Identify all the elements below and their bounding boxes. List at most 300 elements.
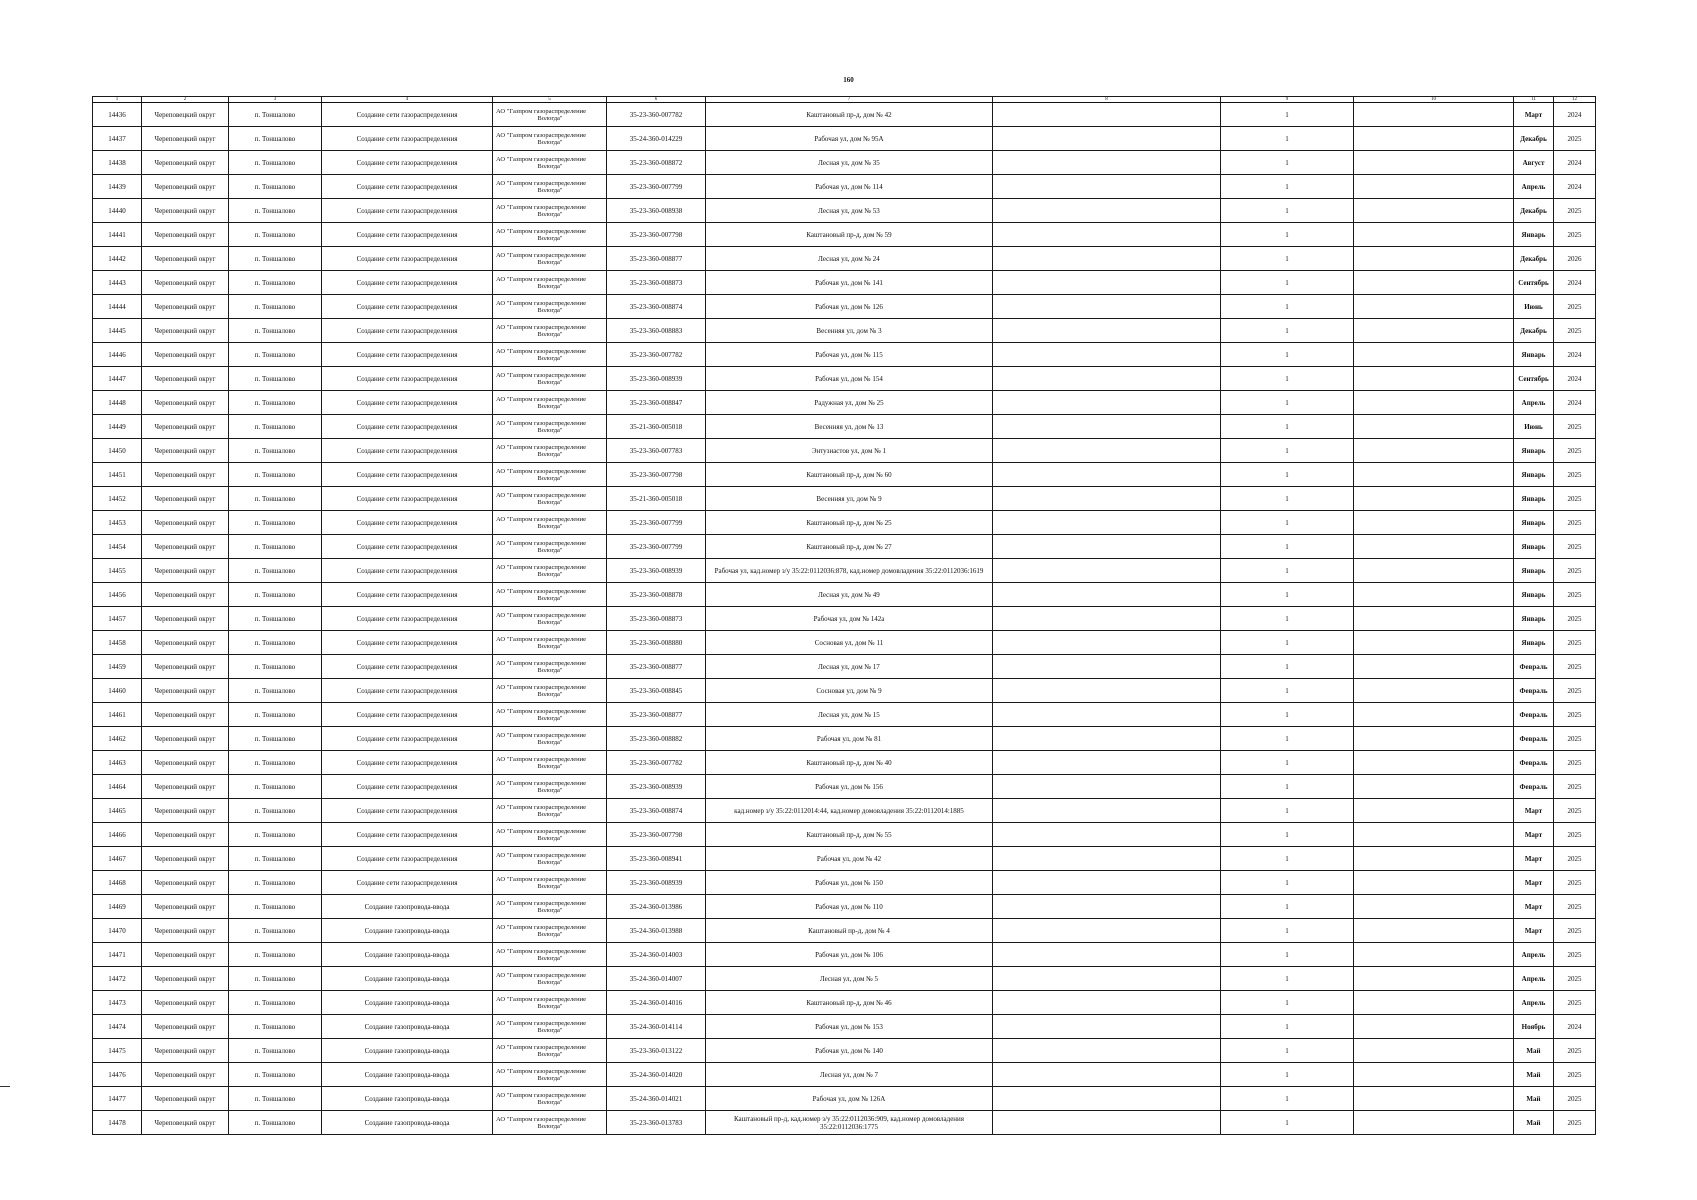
month-cell: Март: [1514, 895, 1554, 919]
table-row: [93, 775, 1596, 799]
column-number-6: 6: [607, 97, 706, 103]
empty-column-10-cell: [1354, 1063, 1514, 1087]
empty-column-10-cell: [1354, 727, 1514, 751]
work-type-cell: Создание газопровода-ввода: [322, 1111, 493, 1135]
column-number-4: 4: [322, 97, 493, 103]
table-row: [93, 1087, 1596, 1111]
organization-line-1: АО "Газпром газораспределение: [496, 851, 587, 859]
year-cell: 2025: [1554, 487, 1596, 511]
organization-line-1: АО "Газпром газораспределение: [496, 683, 587, 691]
quantity-cell: 1: [1221, 463, 1354, 487]
row-id-cell: 14462: [93, 727, 142, 751]
quantity-cell: 1: [1221, 295, 1354, 319]
quantity-cell: 1: [1221, 1015, 1354, 1039]
organization-cell: [493, 871, 607, 895]
document-table-wrapper: [92, 96, 1595, 1135]
okrug-cell: Череповецкий округ: [142, 1087, 229, 1111]
quantity-cell: 1: [1221, 943, 1354, 967]
quantity-cell: 1: [1221, 679, 1354, 703]
work-type-cell: Создание сети газораспределения: [322, 799, 493, 823]
okrug-cell: Череповецкий округ: [142, 535, 229, 559]
cadastre-number-cell: 35-24-360-014114: [607, 1015, 706, 1039]
organization-line-1: АО "Газпром газораспределение: [496, 419, 587, 427]
empty-column-8-cell: [993, 919, 1221, 943]
settlement-cell: п. Тоншалово: [229, 1087, 322, 1111]
month-cell: Февраль: [1514, 655, 1554, 679]
quantity-cell: 1: [1221, 559, 1354, 583]
month-cell: Декабрь: [1514, 127, 1554, 151]
empty-column-10-cell: [1354, 511, 1514, 535]
month-cell: Март: [1514, 871, 1554, 895]
empty-column-8-cell: [993, 439, 1221, 463]
month-cell: Январь: [1514, 223, 1554, 247]
okrug-cell: Череповецкий округ: [142, 919, 229, 943]
okrug-cell: Череповецкий округ: [142, 991, 229, 1015]
empty-column-8-cell: [993, 583, 1221, 607]
year-cell: 2025: [1554, 1063, 1596, 1087]
settlement-cell: п. Тоншалово: [229, 847, 322, 871]
settlement-cell: п. Тоншалово: [229, 1063, 322, 1087]
work-type-cell: Создание газопровода-ввода: [322, 967, 493, 991]
cadastre-number-cell: 35-23-360-008877: [607, 655, 706, 679]
empty-column-8-cell: [993, 175, 1221, 199]
month-cell: Январь: [1514, 559, 1554, 583]
address-cell: Рабочая ул, дом № 81: [706, 727, 993, 751]
okrug-cell: Череповецкий округ: [142, 127, 229, 151]
organization-line-2: Вологда": [537, 1050, 563, 1058]
work-type-cell: Создание газопровода-ввода: [322, 1039, 493, 1063]
organization-line-1: АО "Газпром газораспределение: [496, 635, 587, 643]
year-cell: 2025: [1554, 871, 1596, 895]
table-row: [93, 823, 1596, 847]
cadastre-number-cell: 35-24-360-014003: [607, 943, 706, 967]
empty-column-10-cell: [1354, 895, 1514, 919]
row-id-cell: 14454: [93, 535, 142, 559]
year-cell: 2025: [1554, 439, 1596, 463]
table-row: [93, 1063, 1596, 1087]
month-cell: Сентябрь: [1514, 367, 1554, 391]
cadastre-number-cell: 35-24-360-014007: [607, 967, 706, 991]
empty-column-8-cell: [993, 823, 1221, 847]
address-cell: Каштановый пр-д, дом № 4: [706, 919, 993, 943]
empty-column-8-cell: [993, 967, 1221, 991]
organization-line-2: Вологда": [537, 762, 563, 770]
row-id-cell: 14447: [93, 367, 142, 391]
okrug-cell: Череповецкий округ: [142, 1063, 229, 1087]
quantity-cell: 1: [1221, 535, 1354, 559]
quantity-cell: 1: [1221, 151, 1354, 175]
year-cell: 2025: [1554, 1087, 1596, 1111]
organization-line-2: Вологда": [537, 906, 563, 914]
settlement-cell: п. Тоншалово: [229, 607, 322, 631]
organization-cell: [493, 775, 607, 799]
year-cell: 2024: [1554, 175, 1596, 199]
year-cell: 2025: [1554, 919, 1596, 943]
organization-line-2: Вологда": [537, 354, 563, 362]
month-cell: Ноябрь: [1514, 1015, 1554, 1039]
settlement-cell: п. Тоншалово: [229, 895, 322, 919]
row-id-cell: 14444: [93, 295, 142, 319]
month-cell: Январь: [1514, 343, 1554, 367]
row-id-cell: 14471: [93, 943, 142, 967]
row-id-cell: 14442: [93, 247, 142, 271]
organization-line-2: Вологда": [537, 954, 563, 962]
table-row: [93, 391, 1596, 415]
quantity-cell: 1: [1221, 319, 1354, 343]
year-cell: 2025: [1554, 775, 1596, 799]
organization-cell: [493, 847, 607, 871]
cadastre-number-cell: 35-23-360-008883: [607, 319, 706, 343]
table-row: [93, 535, 1596, 559]
work-type-cell: Создание газопровода-ввода: [322, 991, 493, 1015]
quantity-cell: 1: [1221, 439, 1354, 463]
work-type-cell: Создание сети газораспределения: [322, 103, 493, 127]
month-cell: Апрель: [1514, 175, 1554, 199]
cadastre-number-cell: 35-23-360-008845: [607, 679, 706, 703]
work-type-cell: Создание газопровода-ввода: [322, 1015, 493, 1039]
empty-column-8-cell: [993, 535, 1221, 559]
address-cell: Каштановый пр-д, дом № 59: [706, 223, 993, 247]
quantity-cell: 1: [1221, 847, 1354, 871]
organization-line-1: АО "Газпром газораспределение: [496, 875, 587, 883]
organization-line-2: Вологда": [537, 234, 563, 242]
table-row: [93, 679, 1596, 703]
address-cell: Рабочая ул, дом № 140: [706, 1039, 993, 1063]
cadastre-number-cell: 35-23-360-008874: [607, 799, 706, 823]
organization-line-1: АО "Газпром газораспределение: [496, 107, 587, 115]
year-cell: 2025: [1554, 559, 1596, 583]
row-id-cell: 14441: [93, 223, 142, 247]
address-cell: Весенняя ул, дом № 3: [706, 319, 993, 343]
table-row: [93, 895, 1596, 919]
okrug-cell: Череповецкий округ: [142, 223, 229, 247]
cadastre-number-cell: 35-23-360-008880: [607, 631, 706, 655]
organization-line-1: АО "Газпром газораспределение: [496, 923, 587, 931]
organization-cell: [493, 703, 607, 727]
organization-line-2: Вологда": [537, 882, 563, 890]
organization-line-1: АО "Газпром газораспределение: [496, 203, 587, 211]
empty-column-10-cell: [1354, 967, 1514, 991]
organization-line-1: АО "Газпром газораспределение: [496, 1067, 587, 1075]
organization-cell: [493, 607, 607, 631]
empty-column-8-cell: [993, 103, 1221, 127]
address-cell: Энтузиастов ул, дом № 1: [706, 439, 993, 463]
organization-line-1: АО "Газпром газораспределение: [496, 899, 587, 907]
organization-cell: [493, 367, 607, 391]
year-cell: 2025: [1554, 295, 1596, 319]
year-cell: 2025: [1554, 703, 1596, 727]
organization-line-1: АО "Газпром газораспределение: [496, 251, 587, 259]
organization-cell: [493, 343, 607, 367]
address-cell: Лесная ул, дом № 24: [706, 247, 993, 271]
quantity-cell: 1: [1221, 607, 1354, 631]
year-cell: 2024: [1554, 151, 1596, 175]
organization-line-1: АО "Газпром газораспределение: [496, 995, 587, 1003]
empty-column-10-cell: [1354, 1015, 1514, 1039]
work-type-cell: Создание сети газораспределения: [322, 415, 493, 439]
organization-cell: [493, 223, 607, 247]
work-type-cell: Создание сети газораспределения: [322, 871, 493, 895]
organization-line-2: Вологда": [537, 690, 563, 698]
okrug-cell: Череповецкий округ: [142, 847, 229, 871]
empty-column-8-cell: [993, 727, 1221, 751]
organization-cell: [493, 631, 607, 655]
work-type-cell: Создание сети газораспределения: [322, 847, 493, 871]
organization-line-2: Вологда": [537, 1026, 563, 1034]
column-number-7: 7: [706, 97, 993, 103]
empty-column-10-cell: [1354, 559, 1514, 583]
organization-cell: [493, 967, 607, 991]
organization-cell: [493, 991, 607, 1015]
address-cell: Лесная ул, дом № 7: [706, 1063, 993, 1087]
okrug-cell: Череповецкий округ: [142, 463, 229, 487]
row-id-cell: 14458: [93, 631, 142, 655]
empty-column-10-cell: [1354, 919, 1514, 943]
work-type-cell: Создание сети газораспределения: [322, 199, 493, 223]
organization-cell: [493, 439, 607, 463]
empty-column-8-cell: [993, 703, 1221, 727]
organization-line-1: АО "Газпром газораспределение: [496, 827, 587, 835]
organization-line-1: АО "Газпром газораспределение: [496, 467, 587, 475]
row-id-cell: 14457: [93, 607, 142, 631]
table-row: [93, 487, 1596, 511]
settlement-cell: п. Тоншалово: [229, 631, 322, 655]
work-type-cell: Создание сети газораспределения: [322, 463, 493, 487]
organization-line-1: АО "Газпром газораспределение: [496, 587, 587, 595]
row-id-cell: 14474: [93, 1015, 142, 1039]
row-id-cell: 14468: [93, 871, 142, 895]
month-cell: Январь: [1514, 535, 1554, 559]
okrug-cell: Череповецкий округ: [142, 1015, 229, 1039]
cadastre-number-cell: 35-24-360-013986: [607, 895, 706, 919]
okrug-cell: Череповецкий округ: [142, 823, 229, 847]
year-cell: 2025: [1554, 583, 1596, 607]
cadastre-number-cell: 35-23-360-007782: [607, 751, 706, 775]
work-type-cell: Создание сети газораспределения: [322, 535, 493, 559]
row-id-cell: 14461: [93, 703, 142, 727]
address-cell: Лесная ул, дом № 49: [706, 583, 993, 607]
cadastre-number-cell: 35-23-360-013783: [607, 1111, 706, 1135]
row-id-cell: 14466: [93, 823, 142, 847]
work-type-cell: Создание сети газораспределения: [322, 559, 493, 583]
table-row: [93, 127, 1596, 151]
organization-cell: [493, 199, 607, 223]
month-cell: Февраль: [1514, 703, 1554, 727]
settlement-cell: п. Тоншалово: [229, 583, 322, 607]
row-id-cell: 14473: [93, 991, 142, 1015]
okrug-cell: Череповецкий округ: [142, 679, 229, 703]
month-cell: Январь: [1514, 607, 1554, 631]
work-type-cell: Создание сети газораспределения: [322, 367, 493, 391]
empty-column-8-cell: [993, 343, 1221, 367]
organization-line-2: Вологда": [537, 474, 563, 482]
table-row: [93, 1039, 1596, 1063]
empty-column-10-cell: [1354, 1087, 1514, 1111]
okrug-cell: Череповецкий округ: [142, 775, 229, 799]
cadastre-number-cell: 35-23-360-008939: [607, 871, 706, 895]
table-row: [93, 871, 1596, 895]
cadastre-number-cell: 35-23-360-008873: [607, 607, 706, 631]
empty-column-8-cell: [993, 463, 1221, 487]
empty-column-8-cell: [993, 295, 1221, 319]
organization-line-2: Вологда": [537, 834, 563, 842]
empty-column-10-cell: [1354, 415, 1514, 439]
settlement-cell: п. Тоншалово: [229, 343, 322, 367]
okrug-cell: Череповецкий округ: [142, 391, 229, 415]
work-type-cell: Создание сети газораспределения: [322, 343, 493, 367]
organization-line-1: АО "Газпром газораспределение: [496, 539, 587, 547]
empty-column-8-cell: [993, 775, 1221, 799]
okrug-cell: Череповецкий округ: [142, 151, 229, 175]
empty-column-10-cell: [1354, 367, 1514, 391]
row-id-cell: 14472: [93, 967, 142, 991]
empty-column-10-cell: [1354, 487, 1514, 511]
organization-line-1: АО "Газпром газораспределение: [496, 971, 587, 979]
month-cell: Март: [1514, 919, 1554, 943]
empty-column-8-cell: [993, 679, 1221, 703]
okrug-cell: Череповецкий округ: [142, 295, 229, 319]
year-cell: 2024: [1554, 367, 1596, 391]
row-id-cell: 14456: [93, 583, 142, 607]
organization-cell: [493, 1111, 607, 1135]
organization-line-2: Вологда": [537, 498, 563, 506]
empty-column-8-cell: [993, 991, 1221, 1015]
year-cell: 2025: [1554, 535, 1596, 559]
empty-column-10-cell: [1354, 1039, 1514, 1063]
table-row: [93, 727, 1596, 751]
empty-column-8-cell: [993, 319, 1221, 343]
okrug-cell: Череповецкий округ: [142, 967, 229, 991]
cadastre-number-cell: 35-23-360-008877: [607, 703, 706, 727]
organization-line-2: Вологда": [537, 210, 563, 218]
organization-cell: [493, 727, 607, 751]
quantity-cell: 1: [1221, 799, 1354, 823]
address-cell: Рабочая ул, дом № 156: [706, 775, 993, 799]
organization-line-1: АО "Газпром газораспределение: [496, 947, 587, 955]
work-type-cell: Создание сети газораспределения: [322, 655, 493, 679]
organization-line-2: Вологда": [537, 570, 563, 578]
year-cell: 2025: [1554, 727, 1596, 751]
year-cell: 2025: [1554, 655, 1596, 679]
table-body: [93, 103, 1596, 1135]
organization-line-1: АО "Газпром газораспределение: [496, 155, 587, 163]
table-row: [93, 223, 1596, 247]
address-cell: Сосновая ул, дом № 11: [706, 631, 993, 655]
settlement-cell: п. Тоншалово: [229, 871, 322, 895]
okrug-cell: Череповецкий округ: [142, 415, 229, 439]
settlement-cell: п. Тоншалово: [229, 823, 322, 847]
empty-column-10-cell: [1354, 391, 1514, 415]
quantity-cell: 1: [1221, 271, 1354, 295]
year-cell: 2025: [1554, 943, 1596, 967]
year-cell: 2025: [1554, 991, 1596, 1015]
year-cell: 2024: [1554, 103, 1596, 127]
cadastre-number-cell: 35-24-360-014021: [607, 1087, 706, 1111]
address-cell: Лесная ул, дом № 17: [706, 655, 993, 679]
address-cell: Сосновая ул, дом № 9: [706, 679, 993, 703]
organization-line-1: АО "Газпром газораспределение: [496, 731, 587, 739]
quantity-cell: 1: [1221, 703, 1354, 727]
month-cell: Январь: [1514, 487, 1554, 511]
year-cell: 2024: [1554, 271, 1596, 295]
organization-line-1: АО "Газпром газораспределение: [496, 371, 587, 379]
cadastre-number-cell: 35-23-360-007798: [607, 463, 706, 487]
month-cell: Март: [1514, 799, 1554, 823]
table-row: [93, 463, 1596, 487]
row-id-cell: 14449: [93, 415, 142, 439]
table-row: [93, 631, 1596, 655]
organization-line-2: Вологда": [537, 282, 563, 290]
work-type-cell: Создание сети газораспределения: [322, 631, 493, 655]
empty-column-10-cell: [1354, 103, 1514, 127]
table-row: [93, 751, 1596, 775]
okrug-cell: Череповецкий округ: [142, 943, 229, 967]
work-type-cell: Создание сети газораспределения: [322, 583, 493, 607]
organization-line-1: АО "Газпром газораспределение: [496, 443, 587, 451]
year-cell: 2025: [1554, 607, 1596, 631]
quantity-cell: 1: [1221, 415, 1354, 439]
row-id-cell: 14465: [93, 799, 142, 823]
empty-column-10-cell: [1354, 535, 1514, 559]
table-row: [93, 367, 1596, 391]
table-row: [93, 295, 1596, 319]
settlement-cell: п. Тоншалово: [229, 319, 322, 343]
work-type-cell: Создание сети газораспределения: [322, 271, 493, 295]
month-cell: Апрель: [1514, 967, 1554, 991]
organization-line-2: Вологда": [537, 666, 563, 674]
empty-column-10-cell: [1354, 631, 1514, 655]
organization-line-2: Вологда": [537, 978, 563, 986]
organization-line-2: Вологда": [537, 162, 563, 170]
organization-cell: [493, 1015, 607, 1039]
empty-column-10-cell: [1354, 991, 1514, 1015]
quantity-cell: 1: [1221, 583, 1354, 607]
empty-column-8-cell: [993, 127, 1221, 151]
empty-column-8-cell: [993, 271, 1221, 295]
organization-cell: [493, 271, 607, 295]
month-cell: Апрель: [1514, 991, 1554, 1015]
row-id-cell: 14459: [93, 655, 142, 679]
work-type-cell: Создание газопровода-ввода: [322, 1063, 493, 1087]
address-cell: Рабочая ул, дом № 115: [706, 343, 993, 367]
organization-line-1: АО "Газпром газораспределение: [496, 779, 587, 787]
organization-cell: [493, 511, 607, 535]
settlement-cell: п. Тоншалово: [229, 127, 322, 151]
okrug-cell: Череповецкий округ: [142, 607, 229, 631]
organization-line-2: Вологда": [537, 402, 563, 410]
settlement-cell: п. Тоншалово: [229, 751, 322, 775]
quantity-cell: 1: [1221, 127, 1354, 151]
column-number-5: 5: [493, 97, 607, 103]
settlement-cell: п. Тоншалово: [229, 967, 322, 991]
empty-column-10-cell: [1354, 319, 1514, 343]
empty-column-8-cell: [993, 223, 1221, 247]
cadastre-number-cell: 35-23-360-008872: [607, 151, 706, 175]
cadastre-number-cell: 35-23-360-013122: [607, 1039, 706, 1063]
empty-column-10-cell: [1354, 151, 1514, 175]
work-type-cell: Создание сети газораспределения: [322, 319, 493, 343]
empty-column-10-cell: [1354, 1111, 1514, 1135]
organization-line-2: Вологда": [537, 1074, 563, 1082]
organization-line-2: Вологда": [537, 426, 563, 434]
table-row: [93, 199, 1596, 223]
cadastre-number-cell: 35-23-360-007798: [607, 223, 706, 247]
work-type-cell: Создание сети газораспределения: [322, 607, 493, 631]
month-cell: Январь: [1514, 463, 1554, 487]
quantity-cell: 1: [1221, 775, 1354, 799]
empty-column-10-cell: [1354, 703, 1514, 727]
organization-cell: [493, 823, 607, 847]
